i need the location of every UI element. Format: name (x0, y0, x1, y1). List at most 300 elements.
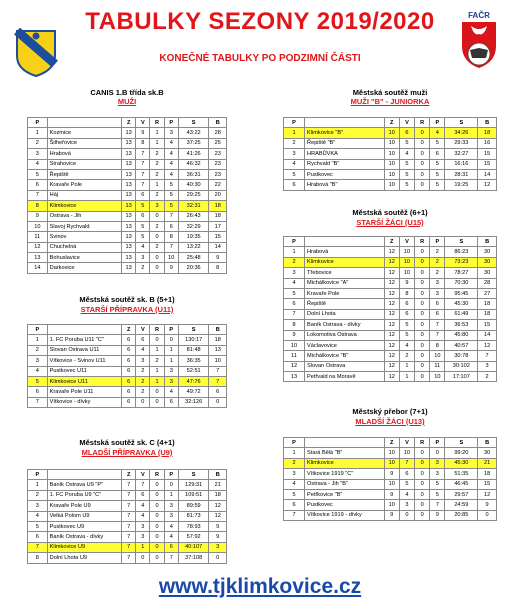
table-cell: 3 (28, 501, 48, 511)
table-cell: 1 (399, 361, 414, 371)
table-row (284, 268, 497, 278)
table-row (28, 480, 227, 490)
table-cell: 40:107 (178, 542, 209, 552)
team-name: Kozmice (47, 128, 121, 138)
team-name: Klimkovice U11 (47, 376, 121, 386)
table-cell: 3 (430, 469, 445, 479)
team-name: Ostrava - Jih (47, 211, 121, 221)
u11-category: STARŠÍ PŘÍPRAVKA (U11) (80, 305, 174, 314)
table-cell: 10 (284, 340, 305, 350)
table-cell: 13 (122, 190, 136, 200)
table-row (284, 257, 497, 267)
table-cell: 29:25 (178, 190, 209, 200)
u15-standings-table (283, 236, 497, 382)
table-cell: 70:30 (445, 278, 478, 288)
table-cell: 0 (415, 458, 430, 468)
table-cell: 73:23 (445, 257, 478, 267)
table-cell: 40:57 (445, 340, 478, 350)
team-name: Slovan Ostrava (305, 361, 385, 371)
table-cell: 8 (28, 553, 48, 563)
table-cell: 10 (399, 268, 414, 278)
table-row (28, 366, 227, 376)
team-name: Petřvald na Moravě (305, 372, 385, 382)
table-cell: 5 (430, 169, 445, 179)
table-cell: 10 (384, 448, 399, 458)
table-cell: 32:29 (178, 221, 209, 231)
u9-category: MLADŠÍ PŘÍPRAVKA (U9) (81, 448, 173, 457)
table-cell: 7 (430, 500, 445, 510)
table-cell: 15 (478, 159, 497, 169)
team-name: Vítkovice 1919 - dívky (305, 510, 385, 520)
table-cell: 0 (415, 128, 430, 138)
table-cell: 3 (430, 278, 445, 288)
table-cell: 14 (209, 242, 227, 252)
table-cell: 45:30 (445, 299, 478, 309)
table-cell: 10 (399, 257, 414, 267)
table-row (28, 138, 227, 148)
table-cell: 0 (164, 335, 178, 345)
table-cell: 15 (478, 320, 497, 330)
table-cell: 3 (478, 361, 497, 371)
table-cell: 2 (430, 247, 445, 257)
table-cell: 12 (384, 361, 399, 371)
table-cell: 7 (209, 366, 227, 376)
table-cell: 20:36 (178, 263, 209, 273)
table-cell: 0 (478, 510, 497, 520)
table-cell: 14 (28, 263, 48, 273)
table-cell: 7 (164, 211, 178, 221)
table-cell: 9 (384, 489, 399, 499)
table-cell: 23 (209, 149, 227, 159)
table-cell: 129:31 (178, 480, 209, 490)
table-cell: 0 (415, 489, 430, 499)
team-name: 1. FC Poruba U11 "C" (47, 335, 121, 345)
team-name: Hrabová "B" (305, 180, 385, 190)
table-cell: 12 (384, 330, 399, 340)
table-cell: 0 (415, 149, 430, 159)
table-cell: 14 (478, 169, 497, 179)
table-cell: 2 (150, 221, 164, 231)
team-name: Háj (47, 190, 121, 200)
table-cell: 5 (284, 169, 305, 179)
table-cell: 10 (164, 253, 178, 263)
table-cell: 36:35 (178, 356, 209, 366)
table-cell: 4 (28, 159, 48, 169)
u13-standings-table (283, 437, 497, 521)
u11-standings-table (27, 324, 227, 408)
table-cell: 3 (284, 149, 305, 159)
table-cell: 7 (478, 351, 497, 361)
table-cell: 12 (284, 361, 305, 371)
table-cell: 13 (122, 138, 136, 148)
page-subtitle: KONEČNÉ TABULKY PO PODZIMNÍ ČÁSTI (159, 53, 361, 64)
team-name: Hrabová (47, 149, 121, 159)
table-cell: 40:30 (178, 180, 209, 190)
table-cell: 6 (284, 180, 305, 190)
table-cell: 5 (164, 201, 178, 211)
table-cell: 0 (136, 397, 150, 407)
team-name: Třebovice (305, 268, 385, 278)
table-cell: 5 (430, 138, 445, 148)
table-cell: 81:48 (178, 345, 209, 355)
table-row (28, 149, 227, 159)
table-cell: 1 (28, 335, 48, 345)
facr-logo (456, 10, 502, 70)
team-name: Kravaře Pole U9 (47, 501, 121, 511)
table-cell: 13 (122, 180, 136, 190)
table-cell: 81:73 (178, 511, 209, 521)
table-cell: 1 (136, 542, 150, 552)
table-cell: 16 (478, 138, 497, 148)
table-cell: 5 (399, 180, 414, 190)
table-cell: 7 (399, 458, 414, 468)
table-cell: 2 (150, 169, 164, 179)
u9-standings-table (27, 469, 227, 564)
table-row (284, 247, 497, 257)
table-cell: 6 (136, 211, 150, 221)
table-cell: 52:51 (178, 366, 209, 376)
table-cell: 30:78 (445, 351, 478, 361)
website-link[interactable]: www.tjklimkovice.cz (158, 575, 362, 598)
team-name: Darkovice (47, 263, 121, 273)
team-name: Pustkovec U11 (47, 366, 121, 376)
table-cell: 12 (478, 489, 497, 499)
table-cell: 7 (28, 397, 48, 407)
table-cell: 6 (122, 397, 136, 407)
table-cell: 6 (209, 387, 227, 397)
column-header: V (136, 470, 150, 480)
table-cell: 10 (399, 448, 414, 458)
team-name: Lokomotiva Ostrava (305, 330, 385, 340)
table-row (284, 278, 497, 288)
table-cell: 11 (430, 361, 445, 371)
muzi-b-section-title: Městská soutěž muži (352, 88, 428, 97)
table-cell: 7 (136, 169, 150, 179)
table-cell: 12 (384, 372, 399, 382)
table-cell: 3 (136, 521, 150, 531)
table-cell: 9 (284, 330, 305, 340)
table-cell: 7 (122, 521, 136, 531)
table-cell: 1 (150, 345, 164, 355)
table-cell: 4 (284, 278, 305, 288)
table-row (284, 361, 497, 371)
muzi-b-standings-table (283, 117, 497, 191)
column-header: S (445, 438, 478, 448)
table-cell: 5 (136, 232, 150, 242)
table-cell: 30:102 (445, 361, 478, 371)
column-header: Z (384, 118, 399, 128)
team-name: Kravaře Pole U11 (47, 387, 121, 397)
team-name: Kravaře Pole (305, 288, 385, 298)
table-cell: 2 (28, 490, 48, 500)
table-header-row (284, 237, 497, 247)
table-cell: 0 (150, 553, 164, 563)
table-cell: 12 (384, 247, 399, 257)
table-cell: 7 (209, 376, 227, 386)
team-name: Klimkovice U9 (47, 542, 121, 552)
table-cell: 95:45 (445, 288, 478, 298)
table-cell: 2 (28, 138, 48, 148)
table-cell: 51:35 (445, 469, 478, 479)
table-cell: 4 (284, 159, 305, 169)
table-cell: 3 (164, 376, 178, 386)
table-cell: 0 (150, 501, 164, 511)
table-row (28, 335, 227, 345)
table-header-row (28, 470, 227, 480)
table-cell: 6 (164, 397, 178, 407)
column-header (305, 237, 385, 247)
table-cell: 23 (209, 169, 227, 179)
column-header: Z (122, 325, 136, 335)
table-cell: 0 (415, 138, 430, 148)
table-cell: 8 (136, 138, 150, 148)
table-cell: 12 (384, 288, 399, 298)
table-cell: 6 (284, 299, 305, 309)
table-cell: 3 (136, 356, 150, 366)
table-cell: 3 (209, 542, 227, 552)
table-cell: 5 (28, 521, 48, 531)
table-cell: 43:22 (178, 128, 209, 138)
team-name: Bohuslavice (47, 253, 121, 263)
table-row (284, 320, 497, 330)
table-cell: 8 (399, 288, 414, 298)
table-cell: 3 (150, 201, 164, 211)
team-name: Vítkovice 1919 "C" (305, 469, 385, 479)
column-header (305, 438, 385, 448)
table-cell: 3 (284, 268, 305, 278)
table-cell: 5 (399, 479, 414, 489)
table-cell: 10 (399, 247, 414, 257)
table-cell: 22 (209, 180, 227, 190)
table-row (284, 372, 497, 382)
column-header: B (478, 237, 497, 247)
table-cell: 0 (415, 510, 430, 520)
table-row (28, 345, 227, 355)
table-row (284, 469, 497, 479)
column-header: P (284, 237, 305, 247)
table-cell: 0 (415, 159, 430, 169)
table-cell: 7 (28, 190, 48, 200)
table-cell: 14 (478, 330, 497, 340)
table-cell: 25:48 (178, 253, 209, 263)
table-cell: 12 (209, 501, 227, 511)
table-cell: 8 (209, 263, 227, 273)
table-cell: 7 (122, 480, 136, 490)
table-row (284, 500, 497, 510)
table-cell: 7 (122, 532, 136, 542)
table-cell: 5 (399, 169, 414, 179)
table-cell: 13 (122, 263, 136, 273)
table-cell: 1 (150, 366, 164, 376)
table-cell: 13 (122, 201, 136, 211)
table-cell: 4 (399, 340, 414, 350)
table-cell: 4 (164, 532, 178, 542)
table-cell: 6 (136, 190, 150, 200)
table-cell: 7 (430, 330, 445, 340)
table-cell: 20 (209, 190, 227, 200)
u13-section-title: Městský přebor (7+1) (352, 407, 428, 416)
table-cell: 9 (209, 253, 227, 263)
table-cell: 6 (122, 387, 136, 397)
table-cell: 9 (28, 211, 48, 221)
column-header: R (150, 325, 164, 335)
team-name: Slovan Ostrava U11 (47, 345, 121, 355)
table-cell: 5 (136, 221, 150, 231)
table-row (284, 479, 497, 489)
column-header: P (430, 438, 445, 448)
table-header-row (28, 118, 227, 128)
table-cell: 28 (478, 278, 497, 288)
table-cell: 0 (415, 330, 430, 340)
table-row (28, 387, 227, 397)
table-cell: 47:76 (178, 376, 209, 386)
table-cell: 12 (384, 320, 399, 330)
muzi-b-category: MUŽI "B" - JUNIORKA (350, 97, 430, 106)
table-cell: 5 (164, 180, 178, 190)
table-cell: 0 (209, 553, 227, 563)
team-name: Stará Bělá "B" (305, 448, 385, 458)
table-cell: 18 (209, 201, 227, 211)
table-cell: 0 (150, 490, 164, 500)
table-row (28, 490, 227, 500)
table-cell: 0 (150, 211, 164, 221)
column-header: S (178, 470, 209, 480)
column-header: P (164, 325, 178, 335)
table-cell: 5 (28, 169, 48, 179)
team-name: Baník Ostrava - dívky (47, 532, 121, 542)
u9-section-title: Městská soutěž sk. C (4+1) (79, 438, 175, 447)
table-row (284, 351, 497, 361)
table-cell: 24:59 (445, 500, 478, 510)
table-cell: 7 (122, 553, 136, 563)
table-cell: 0 (150, 511, 164, 521)
table-cell: 5 (284, 288, 305, 298)
table-row (284, 159, 497, 169)
table-cell: 12 (384, 299, 399, 309)
table-cell: 10 (384, 500, 399, 510)
table-cell: 18 (209, 490, 227, 500)
table-row (28, 511, 227, 521)
table-cell: 0 (415, 372, 430, 382)
table-cell: 3 (164, 128, 178, 138)
table-cell: 15 (478, 149, 497, 159)
table-cell: 13 (28, 253, 48, 263)
svg-text:FAČR: FAČR (468, 11, 490, 20)
table-cell: 4 (136, 501, 150, 511)
table-cell: 0 (150, 253, 164, 263)
table-cell: 5 (430, 489, 445, 499)
team-name: Strahovice (47, 159, 121, 169)
column-header: P (430, 237, 445, 247)
table-cell: 4 (136, 242, 150, 252)
table-cell: 9 (136, 128, 150, 138)
table-cell: 3 (164, 501, 178, 511)
table-row (284, 128, 497, 138)
table-cell: 13 (122, 253, 136, 263)
table-cell: 28 (209, 128, 227, 138)
table-cell: 9 (209, 521, 227, 531)
team-name: Řepiště (47, 169, 121, 179)
table-cell: 12 (384, 278, 399, 288)
canis-category: MUŽI (117, 97, 137, 106)
table-cell: 9 (164, 263, 178, 273)
table-row (284, 149, 497, 159)
table-cell: 2 (136, 263, 150, 273)
column-header (47, 118, 121, 128)
table-cell: 41:26 (178, 149, 209, 159)
team-name: Klimkovice "B" (305, 128, 385, 138)
table-cell: 0 (136, 553, 150, 563)
table-cell: 3 (164, 511, 178, 521)
team-name: Baník Ostrava U9 "P" (47, 480, 121, 490)
table-cell: 0 (415, 247, 430, 257)
table-row (28, 376, 227, 386)
column-header: B (209, 325, 227, 335)
table-cell: 13:22 (178, 242, 209, 252)
table-cell: 8 (28, 201, 48, 211)
club-logo (14, 28, 58, 78)
column-header: P (430, 118, 445, 128)
table-row (28, 221, 227, 231)
team-name: Svinov (47, 232, 121, 242)
table-cell: 0 (415, 278, 430, 288)
table-cell: 5 (164, 190, 178, 200)
table-cell: 1 (284, 448, 305, 458)
table-cell: 46:45 (445, 479, 478, 489)
column-header (305, 118, 385, 128)
column-header: P (28, 470, 48, 480)
table-cell: 32:27 (445, 149, 478, 159)
team-name: Klimkovice (305, 257, 385, 267)
table-cell: 13 (122, 232, 136, 242)
table-cell: 7 (122, 511, 136, 521)
table-cell: 1 (28, 128, 48, 138)
table-cell: 2 (150, 356, 164, 366)
column-header: S (445, 118, 478, 128)
team-name: 1. FC Poruba U9 "C" (47, 490, 121, 500)
table-cell: 0 (150, 335, 164, 345)
table-cell: 26:43 (178, 211, 209, 221)
table-cell: 0 (150, 480, 164, 490)
table-cell: 10 (384, 180, 399, 190)
table-row (284, 510, 497, 520)
table-cell: 34:26 (445, 128, 478, 138)
table-cell: 86:23 (445, 247, 478, 257)
table-cell: 5 (399, 330, 414, 340)
table-cell: 6 (430, 299, 445, 309)
table-cell: 0 (415, 500, 430, 510)
table-cell: 10 (384, 159, 399, 169)
table-cell: 18 (478, 299, 497, 309)
table-header-row (284, 438, 497, 448)
table-cell: 7 (28, 542, 48, 552)
table-cell: 18 (209, 211, 227, 221)
table-row (28, 242, 227, 252)
table-cell: 12 (384, 257, 399, 267)
table-cell: 4 (28, 511, 48, 521)
table-cell: 7 (430, 320, 445, 330)
column-header (47, 325, 121, 335)
table-cell: 10 (209, 356, 227, 366)
table-cell: 10 (384, 138, 399, 148)
column-header: P (164, 470, 178, 480)
table-cell: 5 (430, 159, 445, 169)
table-cell: 18 (209, 335, 227, 345)
table-cell: 2 (136, 376, 150, 386)
table-cell: 11 (284, 351, 305, 361)
table-cell: 23 (209, 159, 227, 169)
table-cell: 0 (415, 340, 430, 350)
